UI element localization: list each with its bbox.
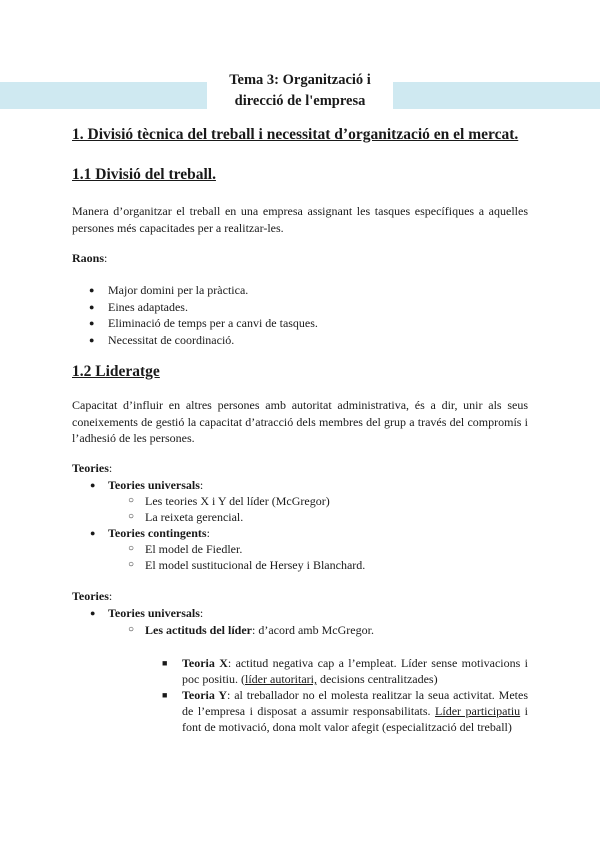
list-item: ○ La reixeta gerencial. [145,509,243,525]
universal-theories-item-2: ● Teories universals: [108,605,203,621]
universal-theories-item: ● Teories universals: [108,477,203,493]
list-item: ○ Les teories X i Y del líder (McGregor) [145,493,330,509]
theories-label: Teories: [72,461,113,475]
theory-y-item: ■ Teoria Y: al treballador no el molesta realitzar la seua activitat. Metes de l’empresa i disposat a assumir responsabilitats. Líder participatiu i font de motivació, dona molt valor afegit (especialització del treball) [182,687,528,735]
section-1-2-heading: 1.2 Lideratge [72,363,160,380]
reasons-list [72,282,318,348]
title-line-2: direcció de l'empresa [234,93,366,109]
page-title [200,70,400,112]
list-item: ● Eliminació de temps per a canvi de tasques. [72,315,318,332]
header-band-left [0,82,207,109]
list-item: ○ El model sustitucional de Hersey i Blanchard. [145,557,365,573]
section-1-1-paragraph: Manera d’organitzar el treball en una empresa assignant les tasques específiques a aquelles persones més capacitades per a realitzar-les. [72,204,528,235]
section-1-heading: 1. Divisió tècnica del treball i necessitat d’organització en el mercat. [72,126,519,143]
section-1-1-heading: 1.1 Divisió del treball. [72,166,216,183]
leader-attitudes-item: ○ Les actituds del líder: d’acord amb McGregor. [145,622,374,638]
list-item: ○ El model de Fiedler. [145,541,242,557]
title-line-1: Tema 3: Organització i [229,72,371,88]
theory-x-item: ■ Teoria X: actitud negativa cap a l’empleat. Líder sense motivacions i poc positiu. (líder autoritari, decisions centralitzades) [182,655,528,687]
list-item: ● Major domini per la pràctica. [72,282,318,299]
theories-label-2: Teories: [72,589,113,603]
section-1-2-paragraph: Capacitat d’influir en altres persones amb autoritat administrativa, és a dir, unir als seus coneixements de gestió la capacitat d’atracció dels membres del grup a través del compromís i l’adhesió de les persones. [72,398,528,445]
list-item: ● Necessitat de coordinació. [72,332,318,349]
header-band-right [393,82,600,109]
list-item: ● Eines adaptades. [72,299,318,316]
contingent-theories-item: ● Teories contingents: [108,525,210,541]
reasons-label: Raons: [72,251,108,265]
